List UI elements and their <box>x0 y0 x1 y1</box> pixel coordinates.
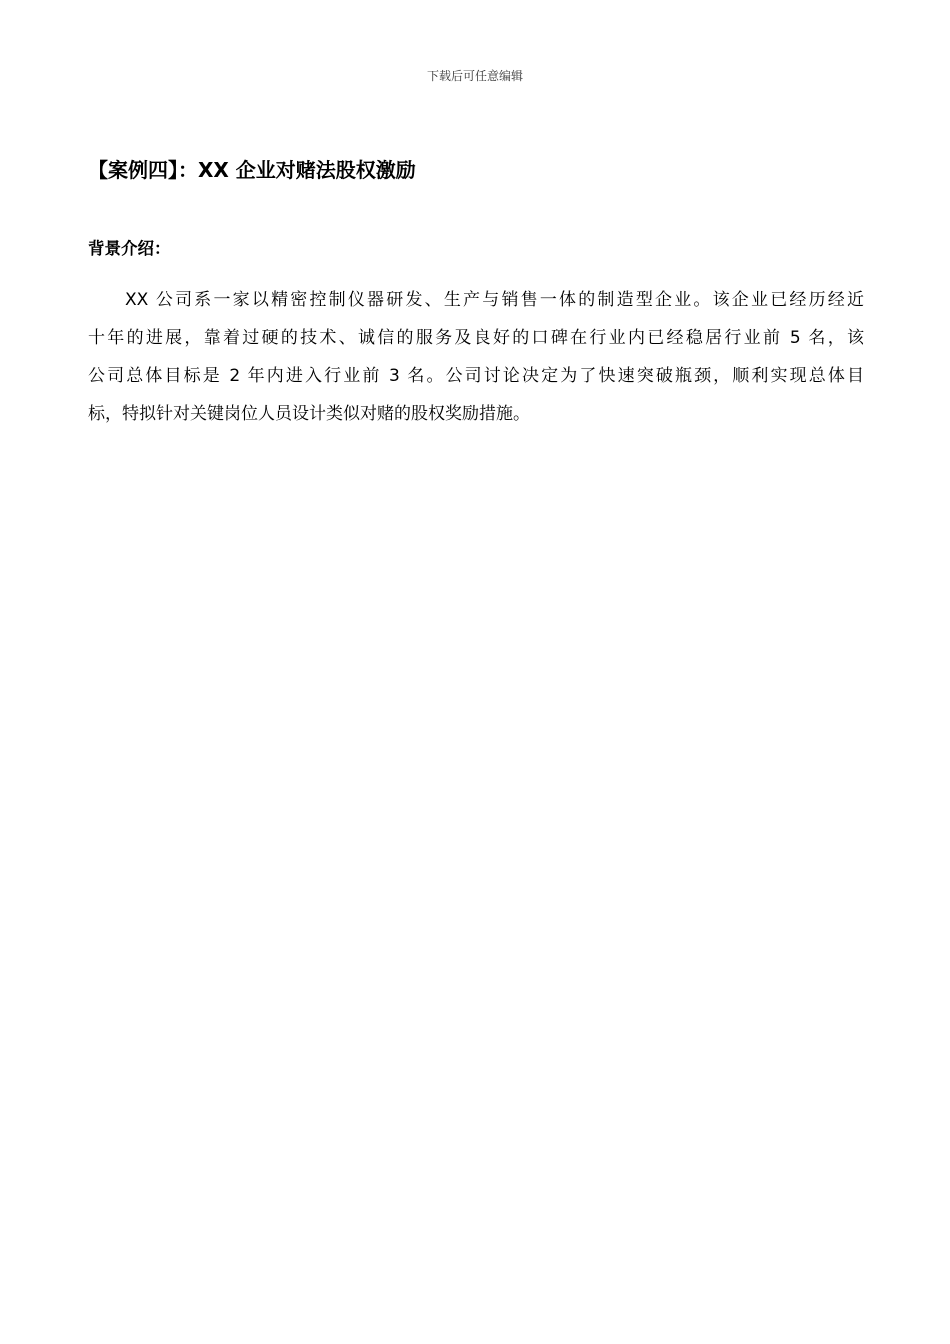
document-title: 【案例四】：XX 企业对赌法股权激励 <box>88 158 416 182</box>
header-note: 下载后可任意编辑 <box>426 69 523 83</box>
paragraph-line-3: 公司总体目标是 2 年内进入行业前 3 名。公司讨论决定为了快速突破瓶颈，顺利实现总体目 <box>88 366 864 386</box>
paragraph-line-1: XX 公司系一家以精密控制仪器研发、生产与销售一体的制造型企业。该企业已经历经近 <box>125 290 864 310</box>
paragraph-line-4: 标，特拟针对关键岗位人员设计类似对赌的股权奖励措施。 <box>88 404 530 424</box>
section-heading-background: 背景介绍： <box>88 239 171 258</box>
paragraph-line-2: 十年的进展，靠着过硬的技术、诚信的服务及良好的口碑在行业内已经稳居行业前 5 名，该 <box>88 328 864 348</box>
background-paragraph <box>88 281 864 433</box>
